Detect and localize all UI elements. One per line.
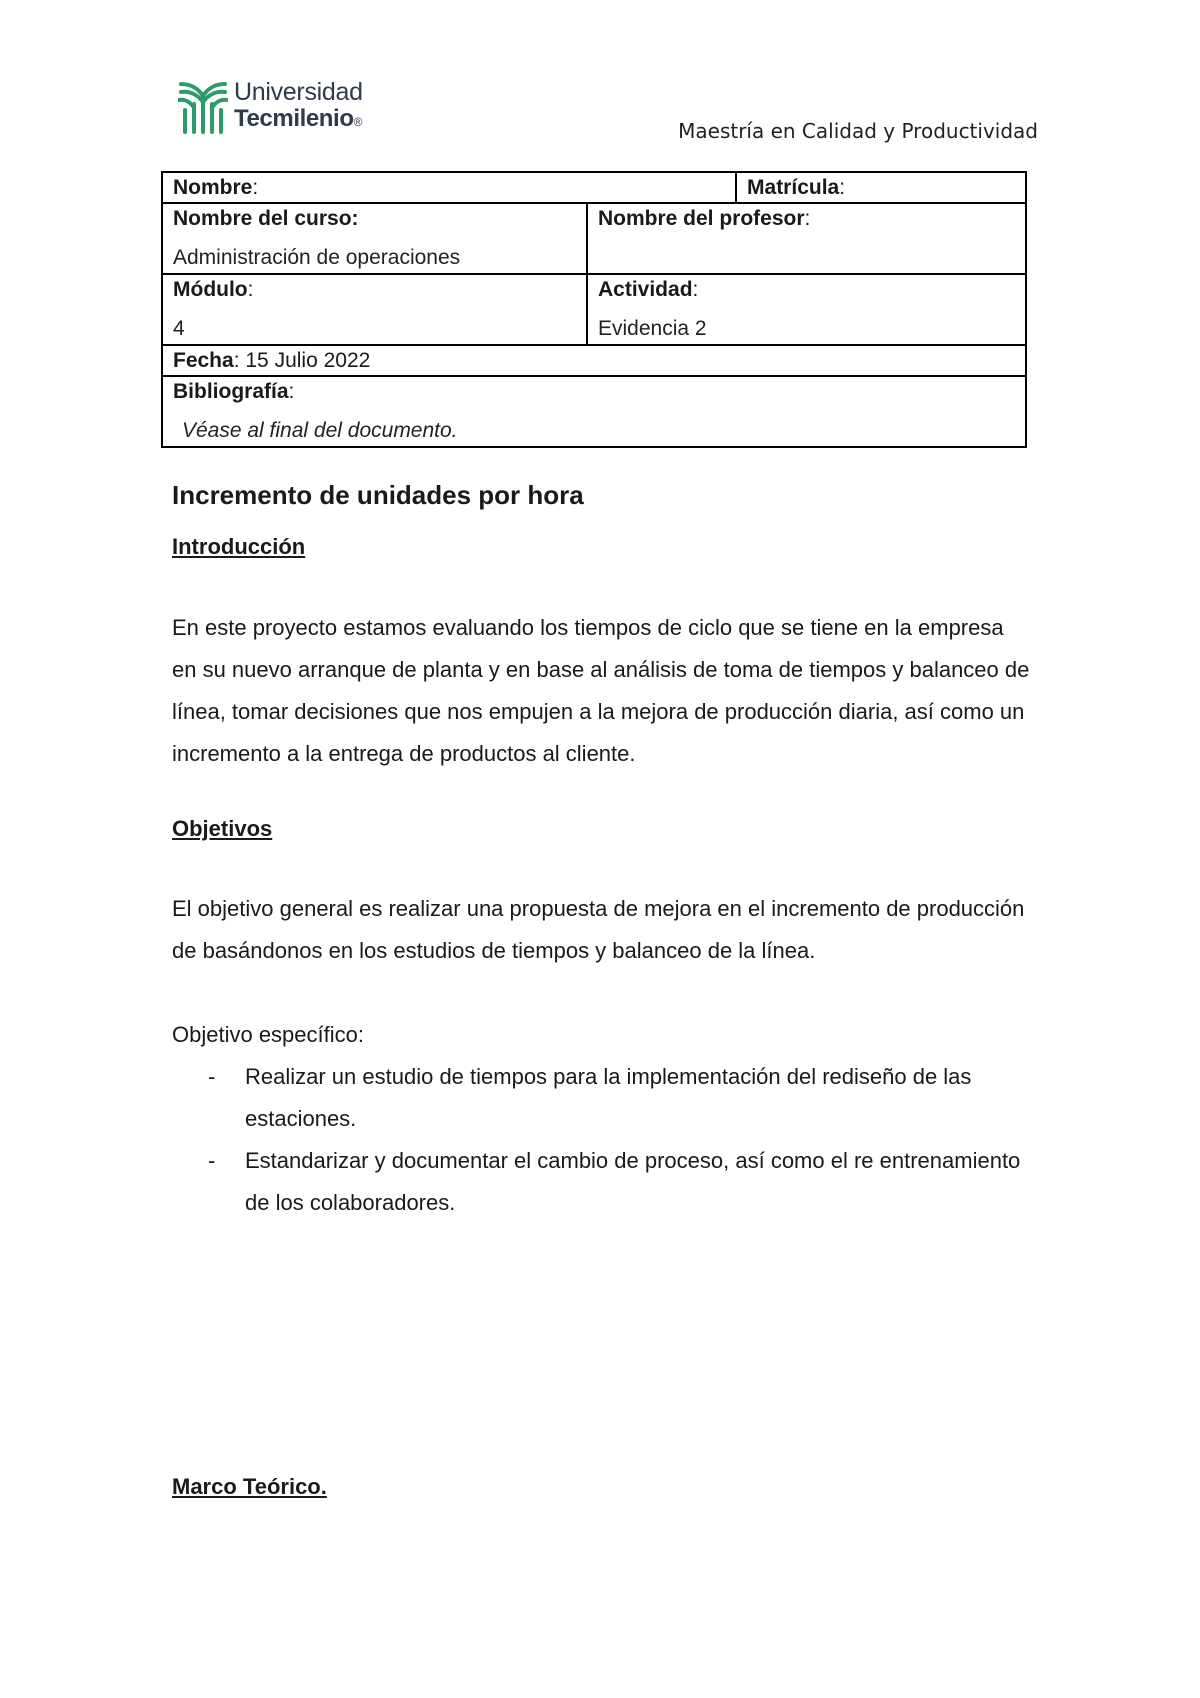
modulo-value: 4 xyxy=(173,317,185,340)
university-logo xyxy=(178,74,378,134)
actividad-cell: Actividad: Evidencia 2 xyxy=(587,274,1026,345)
program-name: Maestría en Calidad y Productividad xyxy=(678,119,1038,143)
fecha-cell: Fecha: 15 Julio 2022 xyxy=(162,345,1026,376)
list-item: - Estandarizar y documentar el cambio de proceso, así como el re entrenamiento de los colaboradores. xyxy=(208,1148,1021,1215)
tecmilenio-leaf-icon xyxy=(178,76,228,134)
student-info-table xyxy=(161,171,1027,448)
curso-cell: Nombre del curso: Administración de operaciones xyxy=(162,203,587,274)
objetivos-heading: Objetivos xyxy=(172,816,273,841)
bibliografia-cell: Bibliografía: Véase al final del documento. xyxy=(162,376,1026,447)
especifico-list xyxy=(172,1056,1032,1224)
intro-paragraph: En este proyecto estamos evaluando los tiempos de ciclo que se tiene en la empresa en su nuevo arranque de planta y en base al análisis de toma de tiempos y balanceo de línea, tomar decisiones que nos empujen a la mejora de producción diaria, así como un incremento a la entrega de productos al cliente. xyxy=(172,615,1030,766)
modulo-cell: Módulo: 4 xyxy=(162,274,587,345)
marco-teorico-heading: Marco Teórico. xyxy=(172,1474,327,1499)
objetivos-paragraph: El objetivo general es realizar una propuesta de mejora en el incremento de producción de basándonos en los estudios de tiempos y balanceo de la línea. xyxy=(172,896,1025,963)
logo-text-tecmilenio: Tecmilenio® xyxy=(234,105,363,132)
curso-value: Administración de operaciones xyxy=(173,246,461,269)
matricula-cell: Matrícula: xyxy=(736,172,1026,203)
especifico-label: Objetivo específico: xyxy=(172,1022,364,1047)
actividad-value: Evidencia 2 xyxy=(598,317,707,340)
document-title: Incremento de unidades por hora xyxy=(172,480,584,510)
bibliografia-value: Véase al final del documento. xyxy=(182,419,458,442)
intro-heading: Introducción xyxy=(172,534,306,559)
list-item: - Realizar un estudio de tiempos para la implementación del rediseño de las estaciones. xyxy=(208,1064,972,1131)
fecha-value: 15 Julio 2022 xyxy=(245,349,371,372)
nombre-cell: Nombre: xyxy=(162,172,736,203)
profesor-cell: Nombre del profesor: xyxy=(587,203,1026,274)
logo-text-universidad: Universidad xyxy=(234,78,363,106)
